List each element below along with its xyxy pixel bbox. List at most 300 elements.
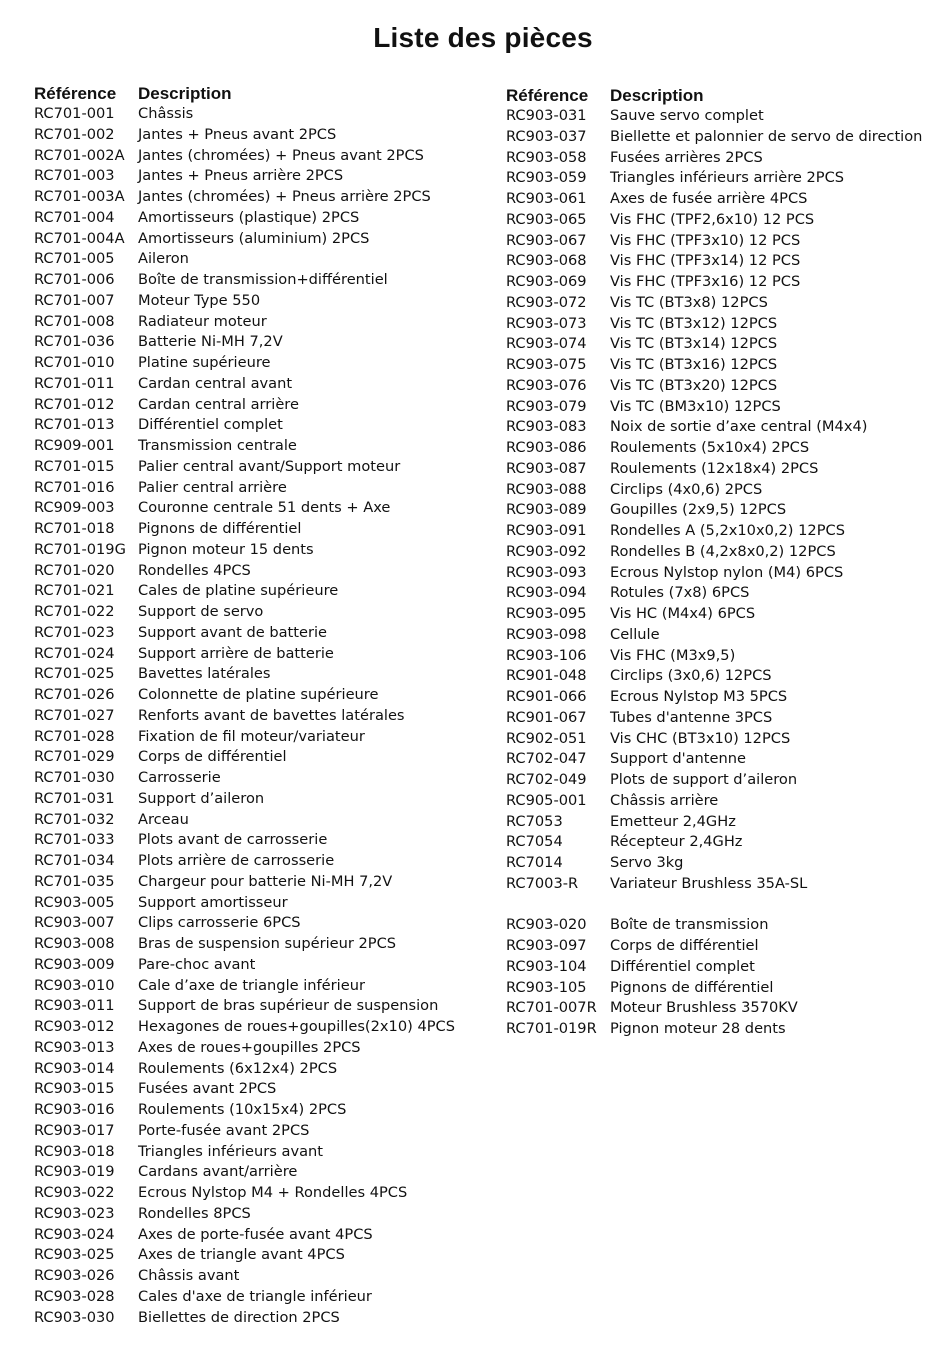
part-description: Amortisseurs (plastique) 2PCS <box>138 208 360 226</box>
table-row <box>506 978 922 999</box>
part-reference: RC903-031 <box>506 107 587 124</box>
part-description: Jantes (chromées) + Pneus arrière 2PCS <box>138 188 431 205</box>
part-reference: RC701-005 <box>34 250 115 268</box>
part-reference: RC701-030 <box>34 769 115 786</box>
part-description: Axes de porte-fusée avant 4PCS <box>138 1225 373 1243</box>
table-row <box>34 395 455 416</box>
part-description: Roulements (10x15x4) 2PCS <box>138 1101 347 1118</box>
part-reference: RC903-097 <box>506 937 587 954</box>
part-reference: RC701-027 <box>34 706 115 724</box>
part-reference: RC903-087 <box>506 459 587 477</box>
part-description: Cale d’axe de triangle inférieur <box>138 976 365 994</box>
part-description: Amortisseurs (aluminium) 2PCS <box>138 229 370 247</box>
table-row <box>34 1204 455 1225</box>
description-header: Description <box>138 84 232 103</box>
part-reference: RC701-013 <box>34 416 115 434</box>
table-row <box>34 166 455 187</box>
table-row <box>506 480 922 501</box>
part-description: Variateur Brushless 35A-SL <box>610 874 808 892</box>
part-reference: RC701-016 <box>34 478 115 496</box>
table-row <box>34 146 455 167</box>
part-reference: RC701-024 <box>34 644 115 662</box>
table-row <box>506 210 922 231</box>
part-reference: RC903-106 <box>506 646 587 664</box>
part-reference: RC701-018 <box>34 520 115 537</box>
part-description: Plots arrière de carrosserie <box>138 852 335 869</box>
part-reference: RC701-021 <box>34 582 115 600</box>
part-reference: RC701-033 <box>34 831 115 849</box>
table-row <box>34 789 455 810</box>
table-row <box>34 872 455 893</box>
table-row <box>34 1017 455 1038</box>
part-description: Cellule <box>610 625 660 643</box>
part-reference: RC903-067 <box>506 231 587 249</box>
part-description: Récepteur 2,4GHz <box>610 833 743 851</box>
part-description: Vis TC (BT3x12) 12PCS <box>610 314 778 332</box>
table-row <box>34 374 455 395</box>
part-description: Emetteur 2,4GHz <box>610 812 736 830</box>
part-description: Vis FHC (TPF3x14) 12 PCS <box>610 252 801 270</box>
part-reference: RC702-047 <box>506 750 587 768</box>
table-row <box>506 189 922 210</box>
table-row <box>506 127 922 148</box>
part-description: Support arrière de batterie <box>138 644 334 662</box>
part-description: Hexagones de roues+goupilles(2x10) 4PCS <box>138 1018 455 1035</box>
table-row <box>34 1038 455 1059</box>
part-description: Roulements (12x18x4) 2PCS <box>610 459 819 477</box>
table-row <box>34 561 455 582</box>
part-description: Support avant de batterie <box>138 623 328 641</box>
part-reference: RC7003-R <box>506 874 579 892</box>
table-row <box>34 457 455 478</box>
part-description: Cales de platine supérieure <box>138 582 339 600</box>
table-row <box>506 293 922 314</box>
table-row <box>34 1121 455 1142</box>
part-description: Vis FHC (TPF3x16) 12 PCS <box>610 273 801 290</box>
part-description: Radiateur moteur <box>138 312 267 330</box>
part-description: Axes de roues+goupilles 2PCS <box>138 1038 361 1056</box>
part-description: Rondelles 8PCS <box>138 1204 251 1222</box>
part-description: Sauve servo complet <box>610 107 764 124</box>
part-description: Jantes (chromées) + Pneus avant 2PCS <box>138 146 424 164</box>
table-row <box>506 646 922 667</box>
part-description: Platine supérieure <box>138 354 271 371</box>
part-reference: RC903-105 <box>506 978 587 996</box>
section-gap <box>506 895 922 916</box>
part-description: Roulements (6x12x4) 2PCS <box>138 1059 338 1077</box>
part-description: Vis TC (BT3x16) 12PCS <box>610 356 778 373</box>
part-reference: RC903-074 <box>506 335 587 353</box>
table-row <box>34 208 455 229</box>
table-row <box>506 749 922 770</box>
part-description: Différentiel complet <box>610 957 755 975</box>
part-description: Chargeur pour batterie Ni-MH 7,2V <box>138 872 393 890</box>
table-row <box>34 830 455 851</box>
part-reference: RC903-014 <box>34 1059 115 1077</box>
part-reference: RC701-008 <box>34 312 115 330</box>
parts-list-left <box>34 82 455 1328</box>
part-reference: RC903-104 <box>506 957 587 975</box>
part-reference: RC701-002 <box>34 125 115 143</box>
table-row <box>506 915 922 936</box>
part-description: Bras de suspension supérieur 2PCS <box>138 935 397 952</box>
part-reference: RC701-031 <box>34 789 115 807</box>
table-row <box>34 1183 455 1204</box>
part-reference: RC701-026 <box>34 686 115 703</box>
part-description: Porte-fusée avant 2PCS <box>138 1121 310 1139</box>
table-row <box>34 1308 455 1329</box>
table-row <box>34 1162 455 1183</box>
part-description: Fusées arrières 2PCS <box>610 148 763 166</box>
part-description: Vis FHC (M3x9,5) <box>610 646 736 664</box>
part-description: Fixation de fil moteur/variateur <box>138 727 365 745</box>
part-reference: RC903-019 <box>34 1163 115 1181</box>
table-row <box>506 542 922 563</box>
part-reference: RC903-089 <box>506 501 587 519</box>
part-description: Rondelles A (5,2x10x0,2) 12PCS <box>610 522 845 539</box>
part-reference: RC903-091 <box>506 522 587 539</box>
part-description: Châssis arrière <box>610 791 719 809</box>
table-row <box>506 314 922 335</box>
part-description: Colonnette de platine supérieure <box>138 686 379 703</box>
table-row <box>34 727 455 748</box>
table-row <box>34 249 455 270</box>
table-row <box>506 438 922 459</box>
part-reference: RC903-093 <box>506 563 587 581</box>
table-row <box>506 355 922 376</box>
table-row <box>34 1225 455 1246</box>
table-row <box>506 729 922 750</box>
table-row <box>506 998 922 1019</box>
table-row <box>34 976 455 997</box>
part-description: Clips carrosserie 6PCS <box>138 914 301 932</box>
part-reference: RC903-079 <box>506 397 587 415</box>
part-reference: RC701-019R <box>506 1020 597 1037</box>
part-description: Boîte de transmission <box>610 916 769 934</box>
table-row <box>506 604 922 625</box>
table-row <box>506 583 922 604</box>
part-reference: RC902-051 <box>506 729 587 747</box>
part-reference: RC701-029 <box>34 748 115 766</box>
table-row <box>506 791 922 812</box>
part-description: Cales d'axe de triangle inférieur <box>138 1287 372 1305</box>
part-reference: RC903-061 <box>506 190 587 207</box>
part-reference: RC701-032 <box>34 810 115 828</box>
part-reference: RC903-075 <box>506 356 587 373</box>
part-description: Cardan central arrière <box>138 395 299 413</box>
part-reference: RC903-007 <box>34 914 115 932</box>
part-description: Biellette et palonnier de servo de direction <box>610 127 923 145</box>
table-row <box>506 168 922 189</box>
part-description: Moteur Type 550 <box>138 291 261 309</box>
table-row <box>506 231 922 252</box>
part-reference: RC701-001 <box>34 105 115 122</box>
part-description: Vis FHC (TPF2,6x10) 12 PCS <box>610 210 815 228</box>
table-row <box>506 334 922 355</box>
part-reference: RC7054 <box>506 833 563 851</box>
table-row <box>34 436 455 457</box>
part-description: Arceau <box>138 810 189 828</box>
part-reference: RC701-012 <box>34 395 115 413</box>
part-description: Aileron <box>138 250 189 268</box>
part-description: Axes de triangle avant 4PCS <box>138 1246 345 1264</box>
part-reference: RC903-026 <box>34 1267 115 1284</box>
part-reference: RC701-022 <box>34 603 115 620</box>
part-reference: RC903-015 <box>34 1080 115 1098</box>
table-row <box>34 955 455 976</box>
table-row <box>506 936 922 957</box>
table-row <box>34 602 455 623</box>
part-reference: RC903-083 <box>506 418 587 436</box>
table-row <box>34 685 455 706</box>
part-reference: RC903-030 <box>34 1308 115 1326</box>
part-description: Jantes + Pneus arrière 2PCS <box>138 167 344 185</box>
table-row <box>34 913 455 934</box>
part-description: Moteur Brushless 3570KV <box>610 999 798 1017</box>
part-description: Plots avant de carrosserie <box>138 831 328 849</box>
part-reference: RC903-016 <box>34 1101 115 1118</box>
part-reference: RC903-086 <box>506 439 587 456</box>
table-row <box>34 623 455 644</box>
table-row <box>506 812 922 833</box>
part-description: Cardan central avant <box>138 374 293 392</box>
part-description: Différentiel complet <box>138 416 283 434</box>
part-description: Goupilles (2x9,5) 12PCS <box>610 501 787 519</box>
part-description: Pignons de différentiel <box>610 978 774 996</box>
reference-header: Référence <box>506 86 589 105</box>
table-row <box>34 664 455 685</box>
part-description: Rotules (7x8) 6PCS <box>610 584 750 602</box>
part-description: Triangles inférieurs avant <box>138 1142 323 1160</box>
part-reference: RC903-024 <box>34 1225 115 1243</box>
part-reference: RC901-048 <box>506 667 587 685</box>
table-row <box>34 706 455 727</box>
part-description: Noix de sortie d’axe central (M4x4) <box>610 418 868 436</box>
table-row <box>34 498 455 519</box>
table-row <box>34 893 455 914</box>
part-description: Palier central arrière <box>138 478 287 496</box>
table-row <box>506 459 922 480</box>
table-row <box>34 810 455 831</box>
part-description: Carrosserie <box>138 769 221 786</box>
part-description: Support d’aileron <box>138 789 265 807</box>
part-reference: RC701-035 <box>34 872 115 890</box>
part-reference: RC909-001 <box>34 437 115 454</box>
table-row <box>506 106 922 127</box>
part-reference: RC903-065 <box>506 210 587 228</box>
part-reference: RC905-001 <box>506 791 587 809</box>
table-row <box>506 521 922 542</box>
part-reference: RC701-036 <box>34 333 115 351</box>
part-reference: RC903-058 <box>506 148 587 166</box>
part-description: Palier central avant/Support moteur <box>138 457 401 475</box>
table-row <box>34 540 455 561</box>
part-description: Vis TC (BT3x20) 12PCS <box>610 376 778 394</box>
part-reference: RC701-020 <box>34 561 115 579</box>
parts-list-right <box>506 84 922 1040</box>
table-row <box>34 125 455 146</box>
part-description: Transmission centrale <box>138 437 297 454</box>
part-description: Bavettes latérales <box>138 665 271 683</box>
part-description: Renforts avant de bavettes latérales <box>138 706 405 724</box>
part-reference: RC7014 <box>506 854 563 871</box>
table-row <box>34 747 455 768</box>
part-reference: RC701-011 <box>34 374 115 392</box>
part-description: Corps de différentiel <box>610 937 759 954</box>
part-reference: RC903-017 <box>34 1121 115 1139</box>
table-row <box>34 415 455 436</box>
part-reference: RC903-018 <box>34 1142 115 1160</box>
part-description: Couronne centrale 51 dents + Axe <box>138 499 391 517</box>
part-description: Tubes d'antenne 3PCS <box>610 708 773 726</box>
part-reference: RC903-009 <box>34 955 115 973</box>
part-reference: RC903-068 <box>506 252 587 270</box>
part-reference: RC701-015 <box>34 457 115 475</box>
table-row <box>506 272 922 293</box>
table-row <box>506 563 922 584</box>
part-reference: RC903-092 <box>506 542 587 560</box>
part-reference: RC903-059 <box>506 169 587 187</box>
table-row <box>34 934 455 955</box>
table-row <box>506 957 922 978</box>
part-reference: RC903-069 <box>506 273 587 290</box>
part-description: Pignon moteur 28 dents <box>610 1020 786 1037</box>
part-reference: RC903-012 <box>34 1018 115 1035</box>
part-reference: RC903-023 <box>34 1204 115 1222</box>
part-description: Fusées avant 2PCS <box>138 1080 277 1098</box>
table-row <box>34 104 455 125</box>
part-reference: RC903-025 <box>34 1246 115 1264</box>
table-row <box>506 853 922 874</box>
part-reference: RC701-004 <box>34 208 115 226</box>
table-row <box>34 1142 455 1163</box>
part-description: Circlips (4x0,6) 2PCS <box>610 480 763 498</box>
part-reference: RC701-003A <box>34 188 125 205</box>
reference-header: Référence <box>34 84 117 103</box>
table-row <box>34 1266 455 1287</box>
table-row <box>506 376 922 397</box>
part-reference: RC701-028 <box>34 727 115 745</box>
part-reference: RC701-023 <box>34 623 115 641</box>
part-reference: RC903-072 <box>506 293 587 311</box>
part-description: Axes de fusée arrière 4PCS <box>610 190 808 207</box>
table-row <box>34 187 455 208</box>
part-description: Châssis avant <box>138 1267 240 1284</box>
part-description: Ecrous Nylstop M3 5PCS <box>610 688 788 705</box>
table-header <box>34 82 455 104</box>
table-row <box>506 770 922 791</box>
part-reference: RC701-002A <box>34 146 125 164</box>
table-row <box>34 1245 455 1266</box>
table-row <box>34 312 455 333</box>
table-row <box>506 666 922 687</box>
part-reference: RC701-019G <box>34 540 126 558</box>
part-description: Support de servo <box>138 603 264 620</box>
part-description: Jantes + Pneus avant 2PCS <box>138 125 337 143</box>
part-description: Plots de support d’aileron <box>610 771 798 788</box>
table-row <box>506 500 922 521</box>
part-reference: RC903-011 <box>34 997 115 1015</box>
part-description: Support de bras supérieur de suspension <box>138 997 439 1015</box>
part-reference: RC903-095 <box>506 605 587 622</box>
part-reference: RC701-025 <box>34 665 115 683</box>
part-description: Ecrous Nylstop nylon (M4) 6PCS <box>610 563 844 581</box>
table-row <box>506 625 922 646</box>
part-description: Servo 3kg <box>610 854 684 871</box>
part-description: Pignon moteur 15 dents <box>138 540 314 558</box>
table-row <box>34 644 455 665</box>
part-description: Batterie Ni-MH 7,2V <box>138 333 283 351</box>
table-row <box>506 417 922 438</box>
part-reference: RC903-076 <box>506 376 587 394</box>
table-row <box>34 332 455 353</box>
part-description: Vis FHC (TPF3x10) 12 PCS <box>610 231 801 249</box>
part-reference: RC903-013 <box>34 1038 115 1056</box>
table-row <box>34 1059 455 1080</box>
part-reference: RC701-007R <box>506 999 597 1017</box>
part-description: Ecrous Nylstop M4 + Rondelles 4PCS <box>138 1184 408 1201</box>
page-title: Liste des pièces <box>373 22 593 53</box>
table-row <box>506 687 922 708</box>
part-reference: RC701-007 <box>34 291 115 309</box>
part-reference: RC903-020 <box>506 916 587 934</box>
part-description: Vis TC (BT3x14) 12PCS <box>610 335 778 353</box>
table-row <box>506 874 922 895</box>
table-row <box>34 1287 455 1308</box>
table-row <box>506 1019 922 1040</box>
part-description: Vis CHC (BT3x10) 12PCS <box>610 729 791 747</box>
part-description: Circlips (3x0,6) 12PCS <box>610 667 772 685</box>
part-description: Vis TC (BT3x8) 12PCS <box>610 293 768 311</box>
part-description: Vis TC (BM3x10) 12PCS <box>610 397 781 415</box>
part-reference: RC901-067 <box>506 708 587 726</box>
part-reference: RC7053 <box>506 812 563 830</box>
part-description: Rondelles B (4,2x8x0,2) 12PCS <box>610 542 836 560</box>
part-description: Rondelles 4PCS <box>138 561 251 579</box>
part-description: Support d'antenne <box>610 750 746 768</box>
table-row <box>34 1079 455 1100</box>
part-description: Pignons de différentiel <box>138 520 302 537</box>
part-description: Vis HC (M4x4) 6PCS <box>610 605 756 622</box>
part-reference: RC701-010 <box>34 354 115 371</box>
part-reference: RC903-010 <box>34 976 115 994</box>
table-row <box>506 832 922 853</box>
part-description: Boîte de transmission+différentiel <box>138 271 388 288</box>
table-row <box>506 708 922 729</box>
description-header: Description <box>610 86 704 105</box>
table-row <box>506 397 922 418</box>
part-reference: RC903-098 <box>506 625 587 643</box>
table-row <box>34 353 455 374</box>
table-header <box>506 84 922 106</box>
table-row <box>34 768 455 789</box>
table-row <box>34 229 455 250</box>
part-reference: RC701-034 <box>34 852 115 869</box>
table-row <box>506 148 922 169</box>
part-reference: RC701-003 <box>34 167 115 185</box>
part-reference: RC903-094 <box>506 584 587 602</box>
part-reference: RC702-049 <box>506 771 587 788</box>
table-row <box>34 996 455 1017</box>
part-reference: RC909-003 <box>34 499 115 517</box>
table-row <box>506 251 922 272</box>
part-description: Corps de différentiel <box>138 748 287 766</box>
part-reference: RC903-073 <box>506 314 587 332</box>
part-reference: RC901-066 <box>506 688 587 705</box>
table-row <box>34 519 455 540</box>
table-row <box>34 478 455 499</box>
table-row <box>34 581 455 602</box>
